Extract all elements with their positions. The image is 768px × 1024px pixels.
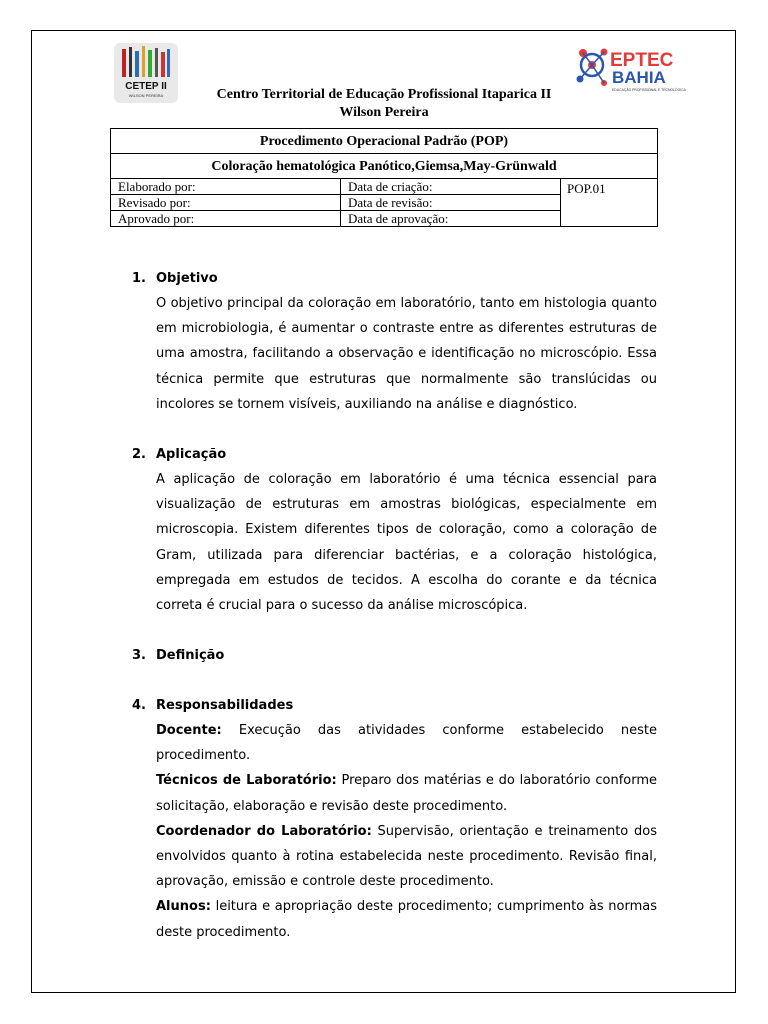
section-responsabilidades bbox=[132, 693, 658, 945]
revisado-por-label: Revisado por: bbox=[111, 195, 341, 211]
responsibility-label: Alunos: bbox=[156, 899, 211, 915]
pop-code: POP.01 bbox=[561, 179, 658, 227]
section-number: 3. bbox=[132, 648, 146, 663]
responsibility-label: Coordenador do Laboratório: bbox=[156, 823, 372, 839]
section-number: 4. bbox=[132, 698, 146, 713]
responsibility-text: Preparo dos matérias e do laboratório conforme solicitação, elaboração e revisão deste procedimento. bbox=[156, 773, 658, 814]
header-table bbox=[110, 128, 658, 227]
responsibility-label: Técnicos de Laboratório: bbox=[156, 773, 337, 789]
elaborado-por-label: Elaborado por: bbox=[111, 179, 341, 195]
bahia-logo-text: BAHIA bbox=[612, 68, 666, 87]
section-definicao bbox=[132, 643, 657, 668]
responsibility-item-tecnicos bbox=[156, 768, 657, 818]
section-title: Responsabilidades bbox=[156, 698, 294, 713]
section-objetivo bbox=[132, 266, 657, 417]
data-aprovacao-label: Data de aprovação: bbox=[341, 211, 561, 227]
section-title: Definição bbox=[156, 648, 225, 663]
cetep-logo-subtext: WILSON PEREIRA bbox=[128, 93, 164, 98]
responsibility-item-docente bbox=[156, 718, 657, 768]
document-title: Coloração hematológica Panótico,Giemsa,May-Grünwald bbox=[111, 154, 658, 179]
section-body: O objetivo principal da coloração em laboratório, tanto em histologia quanto em microbiologia, é aumentar o contraste entre as diferentes estruturas de uma amostra, facilitando a observação e identificação no microscópio. Essa técnica permite que estruturas que normalmente são translúcidas ou incolores se tornem visíveis, auxiliando na análise e diagnóstico. bbox=[156, 296, 657, 412]
section-heading bbox=[132, 442, 657, 467]
section-aplicacao bbox=[132, 442, 657, 618]
responsibility-text: Supervisão, orientação e treinamento dos envolvidos quanto à rotina estabelecida neste procedimento. Revisão final, aprovação, emissão e controle deste procedimento. bbox=[156, 823, 657, 890]
section-title: Aplicação bbox=[156, 447, 227, 462]
responsibility-item-alunos bbox=[156, 894, 657, 944]
document-type: Procedimento Operacional Padrão (POP) bbox=[111, 129, 658, 154]
section-body: A aplicação de coloração em laboratório é uma técnica essencial para visualização de estruturas em amostras biológicas, especialmente em microscopia. Existem diferentes tipos de coloração, como a coloração de Gram, utilizada para diferenciar bactérias, e a coloração histológica, empregada em estudos de tecidos. A escolha do corante e da técnica correta é crucial para o sucesso da análise microscópica. bbox=[156, 472, 657, 614]
responsibility-item-coordenador bbox=[156, 819, 657, 895]
institution-name-line2: Wilson Pereira bbox=[339, 105, 429, 120]
responsibility-text: Execução das atividades conforme estabelecido neste procedimento. bbox=[156, 723, 658, 764]
section-heading bbox=[132, 693, 657, 718]
section-number: 2. bbox=[132, 447, 146, 462]
section-number: 1. bbox=[132, 271, 146, 286]
section-heading bbox=[132, 643, 657, 668]
eptec-logo-subtext: EDUCAÇÃO PROFISSIONAL E TECNOLÓGICA bbox=[612, 88, 686, 92]
cetep-logo-text: CETEP II bbox=[125, 81, 167, 92]
data-criacao-label: Data de criação: bbox=[341, 179, 561, 195]
aprovado-por-label: Aprovado por: bbox=[111, 211, 341, 227]
responsibility-label: Docente: bbox=[156, 723, 222, 738]
institution-name-line1: Centro Territorial de Educação Profissional Itaparica II bbox=[216, 87, 552, 102]
eptec-logo-text: EPTEC bbox=[610, 50, 674, 71]
section-title: Objetivo bbox=[156, 271, 218, 286]
data-revisao-label: Data de revisão: bbox=[341, 195, 561, 211]
responsibility-text: leitura e apropriação deste procedimento; cumprimento às normas deste procedimento. bbox=[156, 899, 657, 940]
section-heading bbox=[132, 266, 657, 291]
